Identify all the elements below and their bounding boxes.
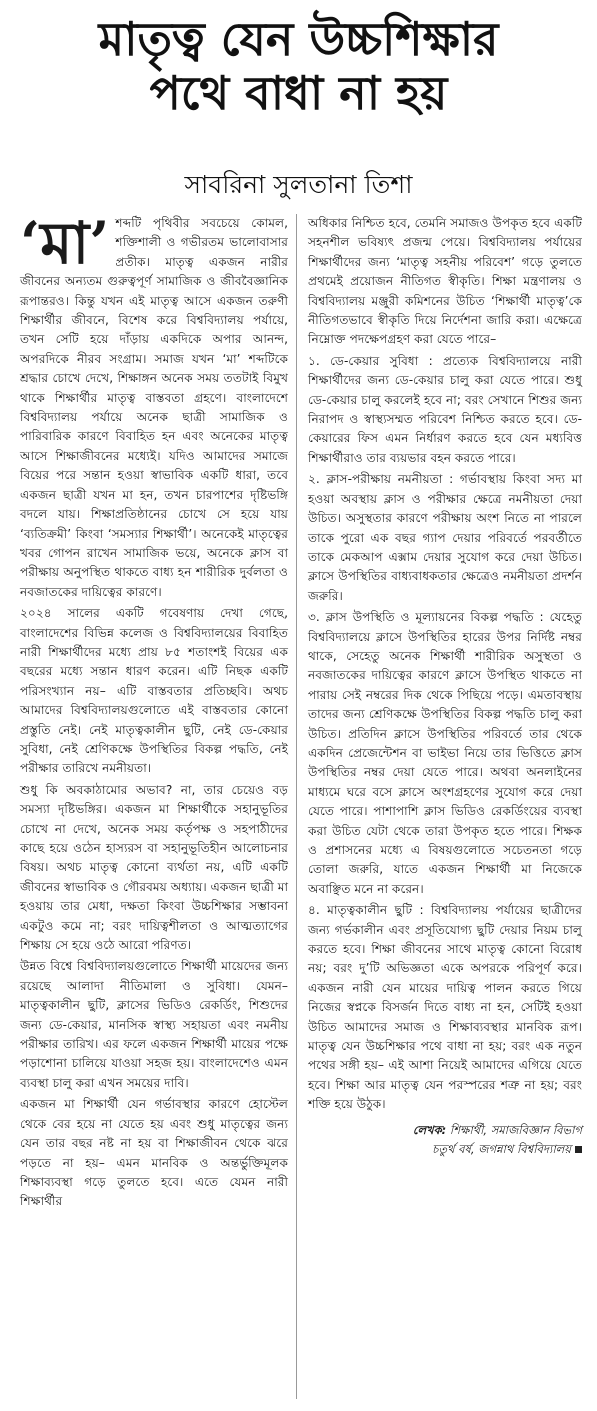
column-divider: [296, 214, 297, 1399]
paragraph: ৩. ক্লাস উপস্থিতি ও মূল্যায়নের বিকল্প পদ্ধতি : যেহেতু বিশ্ববিদ্যালয়ে ক্লাসে উপস্থিতির হারের উপর নির্দিষ্ট নম্বর থাকে, সেহেতু অনেক শিক্ষার্থী শারীরিক অসুস্থতা ও নবজাতকের দায়িত্বের কারণে ক্লাসে উপস্থিত থাকতে না পারায় সেই নম্বরের দিক থেকে পিছিয়ে পড়ে। এমতাবস্থায় তাদের জন্য শ্রেণিকক্ষে উপস্থিতির বিকল্প পদ্ধতি চালু করা উচিত। প্রতিদিন ক্লাসে উপস্থিতির পরিবর্তে তার থেকে একদিন প্রেজেন্টেশন বা ভাইভা নিয়ে তার ভিত্তিতে ক্লাস উপস্থিতির নম্বর দেয়া যেতে পারে। অথবা অনলাইনের মাধ্যমে ঘরে বসে ক্লাসে অংশগ্রহণের সুযোগ করে দেয়া যেতে পারে। পাশাপাশি ক্লাস ভিডিও রেকর্ডিংয়ের ব্যবস্থা করা উচিত যেটা থেকে তারা উপকৃত হতে পারে। শিক্ষক ও প্রশাসনের মধ্যে এ বিষয়গুলোতে সচেতনতা গড়ে তোলা জরুরি, যাতে একজন শিক্ষার্থী মা নিজেকে অবাঞ্ছিত মনে না করেন।: [308, 610, 582, 896]
right-column: [308, 214, 582, 1159]
paragraph: ১. ডে-কেয়ার সুবিধা : প্রত্যেক বিশ্ববিদ্যালয়ে নারী শিক্ষার্থীদের জন্য ডে-কেয়ার চালু করা যেতে পারে। শুধু ডে-কেয়ার চালু করলেই হবে না; বরং সেখানে শিশুর জন্য নিরাপদ ও স্বাস্থ্যসম্মত পরিবেশ নিশ্চিত করতে হবে। ডে-কেয়ারের ফিস এমন নির্ধারণ করতে হবে যেন মধ্যবিত্ত শিক্ষার্থীরাও তার ব্যয়ভার বহন করতে পারে।: [308, 353, 582, 465]
paragraph: ৪. মাতৃত্বকালীন ছুটি : বিশ্ববিদ্যালয় পর্যায়ের ছাত্রীদের জন্য গর্ভকালীন এবং প্রসূতিযোগ্য ছুটি দেয়ার নিয়ম চালু করতে হবে। শিক্ষা জীবনের সাথে মাতৃত্ব কোনো বিরোধ নয়; বরং দু’টি অভিজ্ঞতা একে অপরকে পরিপূর্ণ করে। একজন নারী যেন মায়ের দায়িত্ব পালন করতে গিয়ে নিজের স্বপ্নকে বিসর্জন দিতে বাধ্য না হন, সেটিই হওয়া উচিত আমাদের সমাজ ও শিক্ষাব্যবস্থার মানবিক রূপ। মাতৃত্ব যেন উচ্চশিক্ষার পথে বাধা না হয়; বরং এক নতুন পথের সঙ্গী হয়– এই আশা নিয়েই আমাদের এগিয়ে যেতে হবে। শিক্ষা আর মাতৃত্ব যেন পরস্পরের শত্রু না হয়; বরং শক্তি হয়ে উঠুক।: [308, 903, 582, 1112]
end-square-icon: [575, 1146, 582, 1153]
author-label: লেখক:: [412, 1122, 447, 1137]
author-footer: [308, 1121, 582, 1159]
paragraph: উন্নত বিশ্বে বিশ্ববিদ্যালয়গুলোতে শিক্ষার্থী মায়েদের জন্য রয়েছে আলাদা নীতিমালা ও সুবিধা। যেমন– মাতৃত্বকালীন ছুটি, ক্লাসের ভিডিও রেকর্ডিং, শিশুদের জন্য ডে-কেয়ার, মানসিক স্বাস্থ্য সহায়তা এবং নমনীয় পরীক্ষার তারিখ। এর ফলে একজন শিক্ষার্থী মায়ের পক্ষে পড়াশোনা চালিয়ে যাওয়া সহজ হয়। বাংলাদেশেও এমন ব্যবস্থা চালু করা এখন সময়ের দাবি।: [20, 959, 288, 1090]
paragraph: অধিকার নিশ্চিত হবে, তেমনি সমাজও উপকৃত হবে একটি সহনশীল ভবিষ্যৎ প্রজন্ম পেয়ে। বিশ্ববিদ্যালয় পর্যায়ের শিক্ষার্থীদের জন্য ‘মাতৃত্ব সহনীয় পরিবেশ’ গড়ে তুলতে প্রথমেই প্রয়োজন নীতিগত স্বীকৃতি। শিক্ষা মন্ত্রণালয় ও বিশ্ববিদ্যালয় মঞ্জুরী কমিশনের উচিত ‘শিক্ষার্থী মাতৃত্ব’কে নীতিগতভাবে স্বীকৃতি দিয়ে নির্দেশনা জারি করা। এক্ষেত্রে নিম্নোক্ত পদক্ষেপগ্রহণ করা যেতে পারে–: [308, 216, 582, 347]
paragraph: শব্দটি পৃথিবীর সবচেয়ে কোমল, শক্তিশালী ও গভীরতম ভালোবাসার প্রতীক। মাতৃত্ব একজন নারীর জীবনের অন্যতম গুরুত্বপূর্ণ সামাজিক ও জীববৈজ্ঞানিক রূপান্তরও। কিন্তু যখন এই মাতৃত্ব আসে একজন তরুণী শিক্ষার্থীর জীবনে, বিশেষ করে বিশ্ববিদ্যালয় পর্যায়ে, তখন সেটি হয়ে দাঁড়ায় একদিকে অপার আনন্দ, অপরদিকে নীরব সংগ্রাম। সমাজ যখন ‘মা’ শব্দটিকে শ্রদ্ধার চোখে দেখে, শিক্ষাঙ্গন অনেক সময় ততটাই বিমুখ থাকে শিক্ষার্থীর মাতৃত্ব বাস্তবতা গ্রহণে। বাংলাদেশে বিশ্ববিদ্যালয় পর্যায়ে অনেক ছাত্রী সামাজিক ও পারিবারিক কারণে বিবাহিত হন এবং অনেকের মাতৃত্ব আসে শিক্ষাজীবনের মধ্যেই। যদিও আমাদের সমাজে বিয়ের পরে সন্তান হওয়া স্বাভাবিক একটি ধারা, তবে একজন ছাত্রী যখন মা হন, তখন চারপাশের দৃষ্টিভঙ্গি বদলে যায়। শিক্ষাপ্রতিষ্ঠানের চোখে সে হয়ে যায় ‘ব্যতিক্রমী’ কিংবা ‘সমস্যার শিক্ষার্থী’। অনেকেই মাতৃত্বের খবর গোপন রাখেন সামাজিক ভয়ে, অনেকে ক্লাস বা পরীক্ষায় অনুপস্থিত থাকতে বাধ্য হন শারীরিক দুর্বলতা ও নবজাতকের দায়িত্বের কারণে।: [20, 216, 288, 599]
paragraph: শুধু কি অবকাঠামোর অভাব? না, তার চেয়েও বড় সমস্যা দৃষ্টিভঙ্গির। একজন মা শিক্ষার্থীকে সহানুভূতির চোখে না দেখে, অনেক সময় কর্তৃপক্ষ ও সহপাঠীদের কাছে হয়ে ওঠেন হাস্যরস বা সহানুভূতিহীন আলোচনার বিষয়। অথচ মাতৃত্ব কোনো ব্যর্থতা নয়, এটি একটি জীবনের স্বাভাবিক ও গৌরবময় অধ্যায়। একজন ছাত্রী মা হওয়ায় তার মেধা, দক্ষতা কিংবা উচ্চশিক্ষার সম্ভাবনা একটুও কমে না; বরং দায়িত্বশীলতা ও আত্মত্যাগের শিক্ষায় সে হয়ে ওঠে আরো পরিণত।: [20, 782, 288, 953]
byline: সাবরিনা সুলতানা তিশা: [184, 170, 413, 199]
headline-line-1: মাতৃত্ব যেন উচ্চশিক্ষার: [98, 12, 499, 66]
dropcap: ‘মা’: [20, 209, 110, 277]
paragraph: ২. ক্লাস-পরীক্ষায় নমনীয়তা : গর্ভাবস্থায় কিংবা সদ্য মা হওয়া অবস্থায় ক্লাস ও পরীক্ষার ক্ষেত্রে নমনীয়তা দেয়া উচিত। অসুস্থতার কারণে পরীক্ষায় অংশ নিতে না পারলে তাকে পুরো এক বছর গ্যাপ দেয়ার পরিবর্তে পরবর্তীতে তাকে মেকআপ এক্সাম দেয়ার সুযোগ করে দেয়া উচিত। ক্লাসে উপস্থিতির বাধ্যবাধকতার ক্ষেত্রেও নমনীয়তা প্রদর্শন জরুরি।: [308, 472, 582, 603]
left-column: [20, 209, 288, 1214]
headline-line-2: পথে বাধা না হয়: [149, 66, 448, 120]
paragraph: একজন মা শিক্ষার্থী যেন গর্ভাবস্থার কারণে হোস্টেল থেকে বের হয়ে না যেতে হয় এবং শুধু মাতৃত্বের জন্য যেন তার বছর নষ্ট না হয় বা শিক্ষাজীবন থেকে ঝরে পড়তে না হয়– এমন মানবিক ও অন্তর্ভুক্তিমূলক শিক্ষাব্যবস্থা গড়ে তুলতে হবে। এতে যেমন নারী শিক্ষার্থীর: [20, 1097, 288, 1209]
paragraph: ২০২৪ সালের একটি গবেষণায় দেখা গেছে, বাংলাদেশের বিভিন্ন কলেজ ও বিশ্ববিদ্যালয়ের বিবাহিত নারী শিক্ষার্থীদের মধ্যে প্রায় ৮৫ শতাংশই বিয়ের এক বছরের মধ্যে সন্তান ধারণ করেন। এটি নিছক একটি পরিসংখ্যান নয়– এটি বাস্তবতার প্রতিচ্ছবি। অথচ আমাদের বিশ্ববিদ্যালয়গুলোতে এই বাস্তবতার কোনো প্রস্তুতি নেই। নেই মাতৃত্বকালীন ছুটি, নেই ডে-কেয়ার সুবিধা, নেই শ্রেণিকক্ষে উপস্থিতির বিকল্প পদ্ধতি, নেই পরীক্ষার তারিখে নমনীয়তা।: [20, 606, 288, 776]
author-line-2: চতুর্থ বর্ষ, জগন্নাথ বিশ্ববিদ্যালয়: [432, 1141, 571, 1156]
author-line-1: শিক্ষার্থী, সমাজবিজ্ঞান বিভাগ: [449, 1122, 582, 1137]
